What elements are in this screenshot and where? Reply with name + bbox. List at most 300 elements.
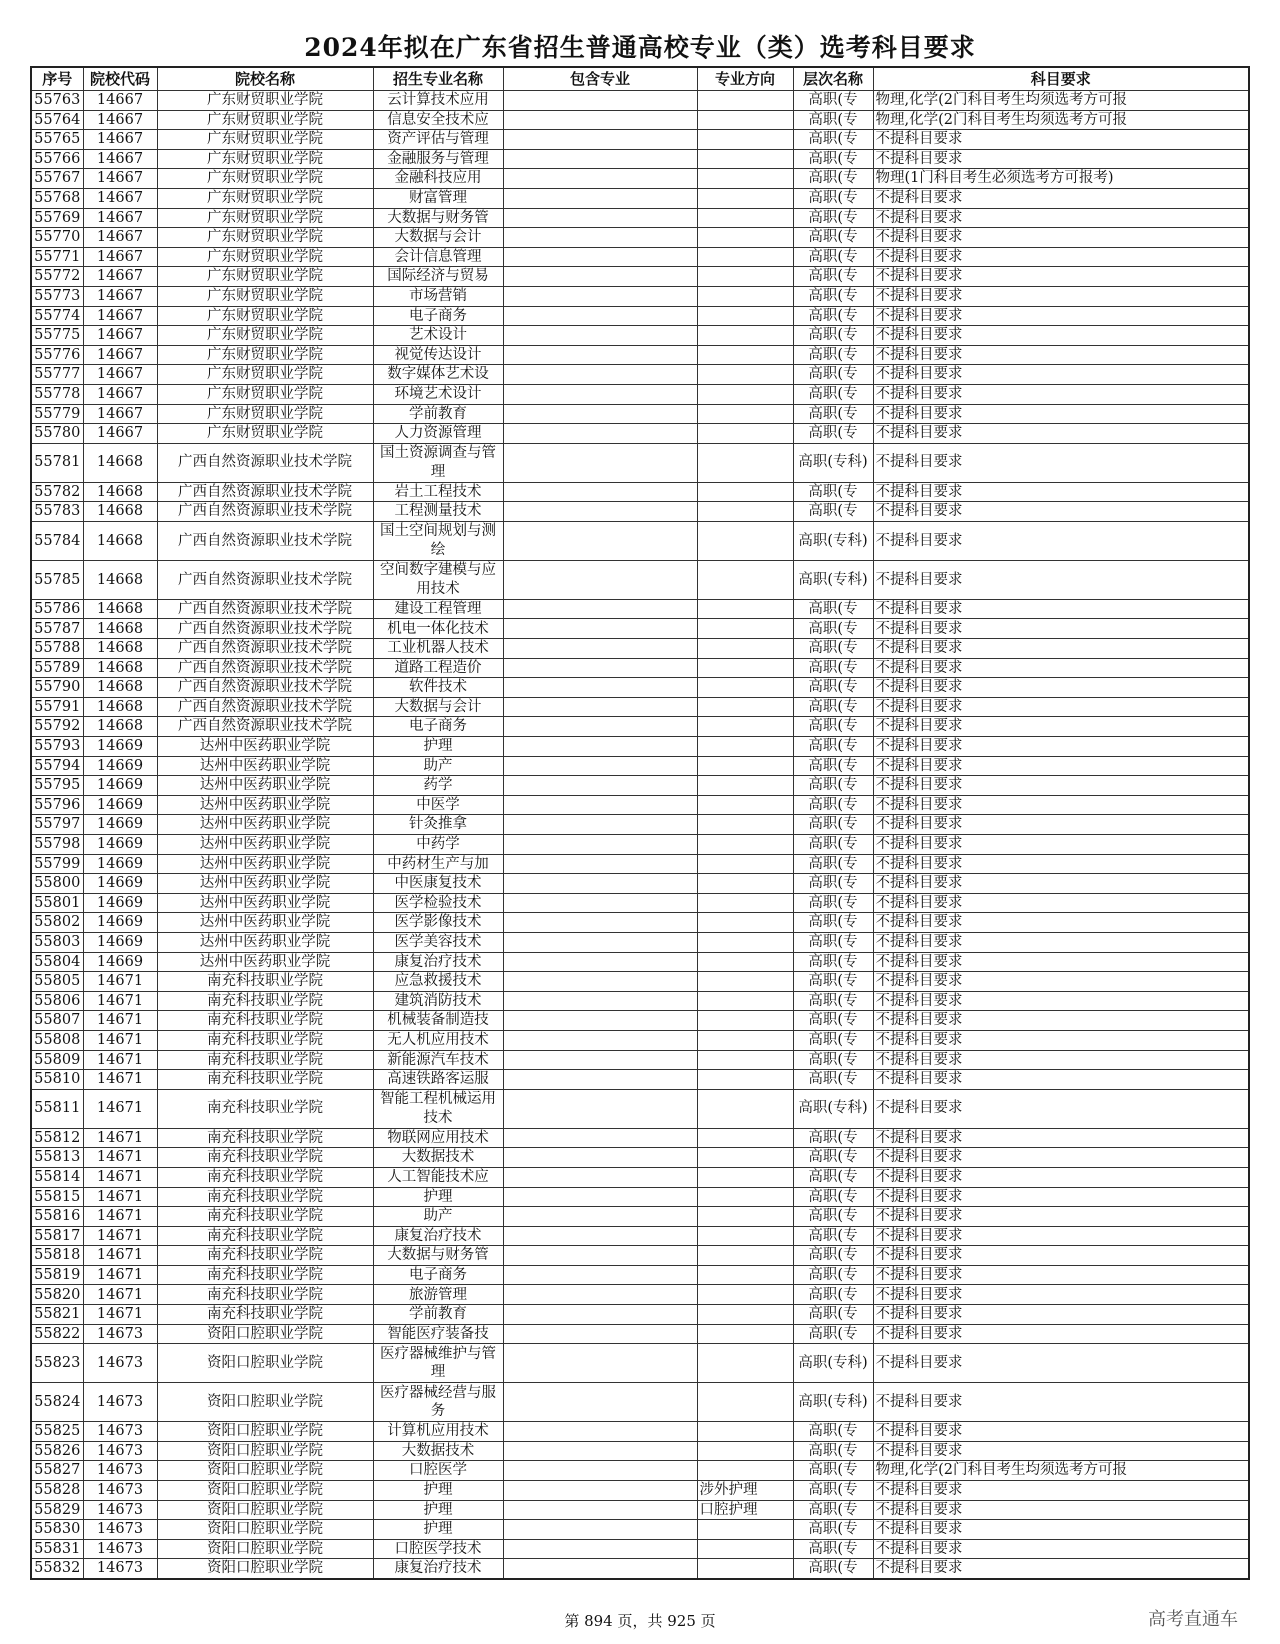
cell-no: 55774 — [31, 306, 83, 326]
cell-code: 14673 — [83, 1461, 157, 1481]
cell-direction — [697, 678, 793, 698]
cell-major: 医学美容技术 — [373, 932, 503, 952]
cell-school: 南充科技职业学院 — [157, 1011, 373, 1031]
cell-school: 资阳口腔职业学院 — [157, 1500, 373, 1520]
cell-major: 云计算技术应用 — [373, 91, 503, 111]
table-row — [31, 717, 1249, 737]
cell-no: 55807 — [31, 1011, 83, 1031]
cell-code: 14667 — [83, 286, 157, 306]
cell-requirement: 不提科目要求 — [873, 854, 1249, 874]
cell-code: 14668 — [83, 639, 157, 659]
cell-code: 14668 — [83, 697, 157, 717]
cell-included — [503, 286, 697, 306]
cell-level: 高职(专 — [793, 1246, 873, 1266]
cell-level: 高职(专 — [793, 1559, 873, 1579]
cell-no: 55811 — [31, 1089, 83, 1128]
cell-direction — [697, 1383, 793, 1422]
cell-no: 55788 — [31, 639, 83, 659]
cell-included — [503, 443, 697, 482]
table-row — [31, 443, 1249, 482]
cell-included — [503, 932, 697, 952]
cell-code: 14673 — [83, 1383, 157, 1422]
cell-level: 高职(专 — [793, 404, 873, 424]
cell-included — [503, 424, 697, 444]
cell-school: 达州中医药职业学院 — [157, 737, 373, 757]
cell-requirement: 不提科目要求 — [873, 1070, 1249, 1090]
cell-school: 达州中医药职业学院 — [157, 756, 373, 776]
table-row — [31, 1324, 1249, 1344]
cell-direction — [697, 169, 793, 189]
cell-level: 高职(专 — [793, 854, 873, 874]
cell-level: 高职(专 — [793, 697, 873, 717]
table-row — [31, 1422, 1249, 1442]
col-header-direction: 专业方向 — [697, 67, 793, 91]
cell-code: 14669 — [83, 756, 157, 776]
cell-no: 55820 — [31, 1285, 83, 1305]
cell-no: 55792 — [31, 717, 83, 737]
table-row — [31, 854, 1249, 874]
cell-code: 14667 — [83, 365, 157, 385]
cell-included — [503, 306, 697, 326]
cell-requirement: 不提科目要求 — [873, 1441, 1249, 1461]
cell-direction — [697, 404, 793, 424]
cell-direction — [697, 443, 793, 482]
cell-major: 护理 — [373, 1481, 503, 1501]
cell-level: 高职(专 — [793, 1285, 873, 1305]
table-row — [31, 1265, 1249, 1285]
cell-level: 高职(专 — [793, 1187, 873, 1207]
cell-direction: 涉外护理 — [697, 1481, 793, 1501]
cell-no: 55800 — [31, 874, 83, 894]
table-row — [31, 1089, 1249, 1128]
cell-no: 55819 — [31, 1265, 83, 1285]
table-row — [31, 737, 1249, 757]
cell-major: 药学 — [373, 776, 503, 796]
cell-code: 14667 — [83, 306, 157, 326]
cell-no: 55767 — [31, 169, 83, 189]
cell-major: 大数据与会计 — [373, 228, 503, 248]
cell-included — [503, 1520, 697, 1540]
table-row — [31, 1305, 1249, 1325]
cell-code: 14668 — [83, 502, 157, 522]
cell-school: 南充科技职业学院 — [157, 1246, 373, 1266]
cell-major: 数字媒体艺术设 — [373, 365, 503, 385]
cell-major: 护理 — [373, 1520, 503, 1540]
cell-direction — [697, 130, 793, 150]
cell-major: 视觉传达设计 — [373, 345, 503, 365]
cell-direction — [697, 756, 793, 776]
cell-code: 14669 — [83, 737, 157, 757]
cell-requirement: 不提科目要求 — [873, 365, 1249, 385]
cell-direction — [697, 619, 793, 639]
cell-no: 55816 — [31, 1207, 83, 1227]
cell-direction — [697, 893, 793, 913]
cell-school: 南充科技职业学院 — [157, 1226, 373, 1246]
cell-requirement: 不提科目要求 — [873, 599, 1249, 619]
cell-requirement: 不提科目要求 — [873, 952, 1249, 972]
cell-code: 14671 — [83, 1089, 157, 1128]
cell-code: 14667 — [83, 188, 157, 208]
cell-major: 国土资源调查与管理 — [373, 443, 503, 482]
cell-major: 市场营销 — [373, 286, 503, 306]
cell-direction — [697, 815, 793, 835]
cell-no: 55787 — [31, 619, 83, 639]
table-row — [31, 599, 1249, 619]
cell-school: 广西自然资源职业技术学院 — [157, 717, 373, 737]
cell-included — [503, 169, 697, 189]
cell-level: 高职(专科) — [793, 560, 873, 599]
cell-included — [503, 326, 697, 346]
cell-included — [503, 795, 697, 815]
cell-major: 康复治疗技术 — [373, 1226, 503, 1246]
cell-direction — [697, 345, 793, 365]
cell-code: 14671 — [83, 1030, 157, 1050]
cell-direction — [697, 1559, 793, 1579]
cell-major: 大数据与财务管 — [373, 1246, 503, 1266]
cell-requirement: 物理,化学(2门科目考生均须选考方可报 — [873, 91, 1249, 111]
cell-level: 高职(专 — [793, 286, 873, 306]
cell-direction — [697, 188, 793, 208]
cell-no: 55786 — [31, 599, 83, 619]
cell-direction — [697, 1246, 793, 1266]
cell-no: 55769 — [31, 208, 83, 228]
cell-included — [503, 952, 697, 972]
cell-level: 高职(专 — [793, 678, 873, 698]
cell-no: 55777 — [31, 365, 83, 385]
cell-school: 达州中医药职业学院 — [157, 815, 373, 835]
cell-included — [503, 188, 697, 208]
cell-no: 55790 — [31, 678, 83, 698]
cell-included — [503, 502, 697, 522]
cell-requirement: 不提科目要求 — [873, 404, 1249, 424]
cell-code: 14671 — [83, 1207, 157, 1227]
table-row — [31, 1246, 1249, 1266]
cell-code: 14671 — [83, 1265, 157, 1285]
cell-school: 广西自然资源职业技术学院 — [157, 443, 373, 482]
cell-school: 南充科技职业学院 — [157, 1187, 373, 1207]
cell-school: 广西自然资源职业技术学院 — [157, 678, 373, 698]
cell-included — [503, 1187, 697, 1207]
cell-school: 南充科技职业学院 — [157, 1305, 373, 1325]
cell-no: 55822 — [31, 1324, 83, 1344]
cell-major: 工程测量技术 — [373, 502, 503, 522]
cell-level: 高职(专 — [793, 208, 873, 228]
cell-no: 55799 — [31, 854, 83, 874]
table-row — [31, 835, 1249, 855]
cell-school: 达州中医药职业学院 — [157, 893, 373, 913]
page-footer: 第 894 页，共 925 页 — [564, 1612, 716, 1630]
cell-school: 达州中医药职业学院 — [157, 795, 373, 815]
cell-level: 高职(专 — [793, 247, 873, 267]
cell-code: 14667 — [83, 267, 157, 287]
cell-requirement: 不提科目要求 — [873, 1128, 1249, 1148]
cell-no: 55785 — [31, 560, 83, 599]
cell-requirement: 不提科目要求 — [873, 1148, 1249, 1168]
cell-major: 空间数字建模与应用技术 — [373, 560, 503, 599]
cell-no: 55784 — [31, 521, 83, 560]
cell-school: 广东财贸职业学院 — [157, 286, 373, 306]
cell-direction — [697, 384, 793, 404]
cell-school: 广西自然资源职业技术学院 — [157, 521, 373, 560]
cell-school: 广西自然资源职业技术学院 — [157, 619, 373, 639]
table-row — [31, 521, 1249, 560]
cell-level: 高职(专 — [793, 815, 873, 835]
cell-school: 达州中医药职业学院 — [157, 913, 373, 933]
cell-major: 岩土工程技术 — [373, 482, 503, 502]
col-header-school: 院校名称 — [157, 67, 373, 91]
cell-included — [503, 678, 697, 698]
cell-direction — [697, 521, 793, 560]
cell-direction — [697, 717, 793, 737]
cell-code: 14673 — [83, 1422, 157, 1442]
cell-requirement: 不提科目要求 — [873, 893, 1249, 913]
cell-no: 55805 — [31, 972, 83, 992]
cell-code: 14667 — [83, 345, 157, 365]
cell-school: 资阳口腔职业学院 — [157, 1324, 373, 1344]
cell-major: 智能医疗装备技 — [373, 1324, 503, 1344]
cell-no: 55775 — [31, 326, 83, 346]
table-row — [31, 384, 1249, 404]
cell-code: 14667 — [83, 404, 157, 424]
cell-code: 14673 — [83, 1520, 157, 1540]
cell-requirement: 物理,化学(2门科目考生均须选考方可报 — [873, 110, 1249, 130]
cell-requirement: 不提科目要求 — [873, 776, 1249, 796]
col-header-major: 招生专业名称 — [373, 67, 503, 91]
cell-included — [503, 1441, 697, 1461]
cell-included — [503, 737, 697, 757]
cell-direction — [697, 326, 793, 346]
cell-included — [503, 1167, 697, 1187]
cell-major: 大数据与财务管 — [373, 208, 503, 228]
cell-no: 55828 — [31, 1481, 83, 1501]
cell-included — [503, 1422, 697, 1442]
cell-school: 广东财贸职业学院 — [157, 306, 373, 326]
cell-requirement: 不提科目要求 — [873, 1030, 1249, 1050]
cell-code: 14667 — [83, 247, 157, 267]
cell-level: 高职(专 — [793, 717, 873, 737]
cell-code: 14671 — [83, 1167, 157, 1187]
cell-included — [503, 1030, 697, 1050]
cell-included — [503, 1461, 697, 1481]
cell-school: 资阳口腔职业学院 — [157, 1559, 373, 1579]
cell-school: 资阳口腔职业学院 — [157, 1441, 373, 1461]
cell-included — [503, 1246, 697, 1266]
cell-major: 应急救援技术 — [373, 972, 503, 992]
table-row — [31, 1187, 1249, 1207]
cell-major: 软件技术 — [373, 678, 503, 698]
cell-major: 计算机应用技术 — [373, 1422, 503, 1442]
cell-level: 高职(专 — [793, 130, 873, 150]
cell-direction — [697, 639, 793, 659]
cell-included — [503, 854, 697, 874]
cell-level: 高职(专 — [793, 384, 873, 404]
cell-school: 广西自然资源职业技术学院 — [157, 502, 373, 522]
cell-requirement: 不提科目要求 — [873, 521, 1249, 560]
table-row — [31, 1500, 1249, 1520]
cell-included — [503, 1265, 697, 1285]
cell-no: 55817 — [31, 1226, 83, 1246]
cell-code: 14668 — [83, 658, 157, 678]
cell-code: 14671 — [83, 972, 157, 992]
cell-major: 工业机器人技术 — [373, 639, 503, 659]
cell-direction — [697, 1422, 793, 1442]
cell-school: 达州中医药职业学院 — [157, 835, 373, 855]
cell-requirement: 不提科目要求 — [873, 267, 1249, 287]
cell-code: 14668 — [83, 599, 157, 619]
table-row — [31, 1226, 1249, 1246]
cell-level: 高职(专 — [793, 326, 873, 346]
cell-major: 大数据技术 — [373, 1148, 503, 1168]
cell-level: 高职(专 — [793, 1265, 873, 1285]
cell-requirement: 不提科目要求 — [873, 188, 1249, 208]
cell-requirement: 不提科目要求 — [873, 306, 1249, 326]
cell-requirement: 不提科目要求 — [873, 1422, 1249, 1442]
table-row — [31, 365, 1249, 385]
cell-no: 55815 — [31, 1187, 83, 1207]
table-row — [31, 1128, 1249, 1148]
table-row — [31, 404, 1249, 424]
cell-direction — [697, 1461, 793, 1481]
cell-code: 14671 — [83, 1011, 157, 1031]
cell-major: 高速铁路客运服 — [373, 1070, 503, 1090]
cell-level: 高职(专 — [793, 110, 873, 130]
cell-included — [503, 697, 697, 717]
cell-school: 南充科技职业学院 — [157, 1070, 373, 1090]
cell-direction — [697, 1344, 793, 1383]
table-row — [31, 1011, 1249, 1031]
cell-school: 广东财贸职业学院 — [157, 228, 373, 248]
cell-included — [503, 247, 697, 267]
cell-school: 广东财贸职业学院 — [157, 384, 373, 404]
cell-no: 55830 — [31, 1520, 83, 1540]
cell-school: 广东财贸职业学院 — [157, 188, 373, 208]
cell-level: 高职(专 — [793, 795, 873, 815]
table-row — [31, 482, 1249, 502]
cell-code: 14667 — [83, 149, 157, 169]
cell-no: 55797 — [31, 815, 83, 835]
cell-level: 高职(专科) — [793, 521, 873, 560]
cell-requirement: 不提科目要求 — [873, 737, 1249, 757]
cell-school: 达州中医药职业学院 — [157, 932, 373, 952]
cell-code: 14669 — [83, 815, 157, 835]
cell-requirement: 不提科目要求 — [873, 1167, 1249, 1187]
table-row — [31, 326, 1249, 346]
table-row — [31, 1461, 1249, 1481]
cell-requirement: 不提科目要求 — [873, 1344, 1249, 1383]
cell-included — [503, 345, 697, 365]
cell-major: 会计信息管理 — [373, 247, 503, 267]
cell-code: 14669 — [83, 835, 157, 855]
cell-major: 国土空间规划与测绘 — [373, 521, 503, 560]
cell-included — [503, 658, 697, 678]
cell-level: 高职(专 — [793, 972, 873, 992]
cell-direction — [697, 424, 793, 444]
cell-included — [503, 815, 697, 835]
cell-school: 资阳口腔职业学院 — [157, 1481, 373, 1501]
cell-no: 55771 — [31, 247, 83, 267]
table-row — [31, 208, 1249, 228]
cell-requirement: 不提科目要求 — [873, 795, 1249, 815]
table-row — [31, 91, 1249, 111]
cell-code: 14669 — [83, 932, 157, 952]
cell-direction — [697, 913, 793, 933]
cell-code: 14669 — [83, 874, 157, 894]
cell-no: 55826 — [31, 1441, 83, 1461]
cell-school: 达州中医药职业学院 — [157, 776, 373, 796]
cell-no: 55810 — [31, 1070, 83, 1090]
cell-requirement: 不提科目要求 — [873, 1559, 1249, 1579]
cell-included — [503, 835, 697, 855]
cell-included — [503, 267, 697, 287]
cell-no: 55818 — [31, 1246, 83, 1266]
cell-direction — [697, 91, 793, 111]
table-row — [31, 286, 1249, 306]
cell-no: 55809 — [31, 1050, 83, 1070]
cell-level: 高职(专 — [793, 502, 873, 522]
cell-included — [503, 130, 697, 150]
cell-school: 广东财贸职业学院 — [157, 326, 373, 346]
cell-no: 55783 — [31, 502, 83, 522]
cell-code: 14671 — [83, 1226, 157, 1246]
cell-level: 高职(专 — [793, 267, 873, 287]
cell-school: 资阳口腔职业学院 — [157, 1539, 373, 1559]
cell-level: 高职(专 — [793, 482, 873, 502]
cell-major: 医学影像技术 — [373, 913, 503, 933]
cell-school: 广西自然资源职业技术学院 — [157, 560, 373, 599]
cell-included — [503, 1070, 697, 1090]
cell-school: 广东财贸职业学院 — [157, 267, 373, 287]
cell-level: 高职(专 — [793, 913, 873, 933]
table-row — [31, 756, 1249, 776]
cell-no: 55764 — [31, 110, 83, 130]
cell-included — [503, 874, 697, 894]
cell-included — [503, 1481, 697, 1501]
cell-requirement: 不提科目要求 — [873, 678, 1249, 698]
cell-code: 14669 — [83, 913, 157, 933]
cell-code: 14673 — [83, 1441, 157, 1461]
cell-level: 高职(专 — [793, 835, 873, 855]
cell-included — [503, 639, 697, 659]
cell-level: 高职(专 — [793, 874, 873, 894]
table-row — [31, 560, 1249, 599]
cell-code: 14673 — [83, 1344, 157, 1383]
cell-requirement: 不提科目要求 — [873, 697, 1249, 717]
cell-requirement: 不提科目要求 — [873, 874, 1249, 894]
table-row — [31, 678, 1249, 698]
cell-school: 资阳口腔职业学院 — [157, 1520, 373, 1540]
col-header-no: 序号 — [31, 67, 83, 91]
cell-included — [503, 1344, 697, 1383]
cell-school: 广东财贸职业学院 — [157, 130, 373, 150]
cell-direction — [697, 737, 793, 757]
cell-included — [503, 776, 697, 796]
cell-school: 广东财贸职业学院 — [157, 404, 373, 424]
cell-school: 广东财贸职业学院 — [157, 169, 373, 189]
cell-level: 高职(专 — [793, 1207, 873, 1227]
cell-major: 康复治疗技术 — [373, 1559, 503, 1579]
cell-included — [503, 404, 697, 424]
cell-requirement: 不提科目要求 — [873, 619, 1249, 639]
cell-included — [503, 149, 697, 169]
cell-major: 大数据与会计 — [373, 697, 503, 717]
cell-school: 广东财贸职业学院 — [157, 91, 373, 111]
cell-major: 艺术设计 — [373, 326, 503, 346]
cell-code: 14671 — [83, 1050, 157, 1070]
cell-included — [503, 482, 697, 502]
table-row — [31, 130, 1249, 150]
cell-no: 55782 — [31, 482, 83, 502]
cell-no: 55766 — [31, 149, 83, 169]
